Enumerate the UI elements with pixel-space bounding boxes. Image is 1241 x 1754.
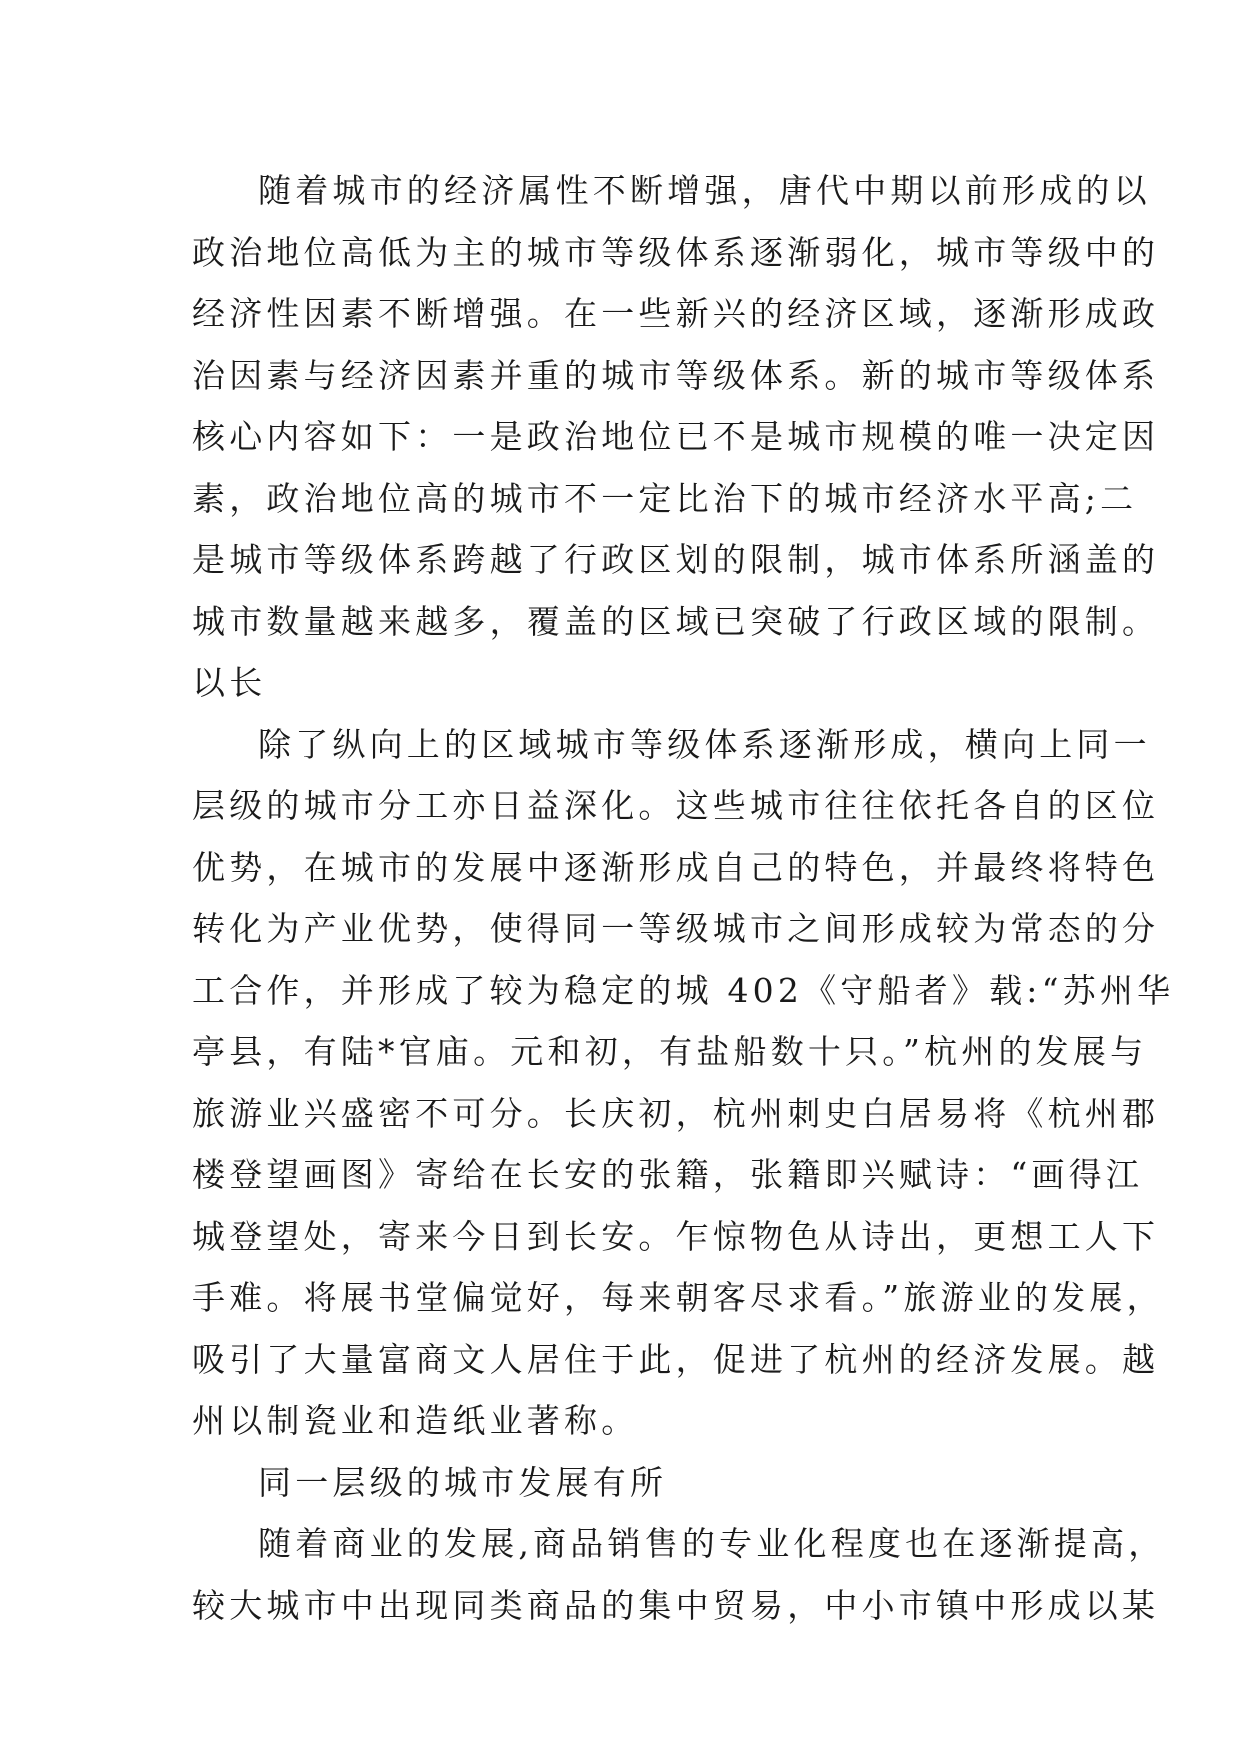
text-line: 转化为产业优势，使得同一等级城市之间形成较为常态的分 (192, 909, 1160, 948)
text-line: 素，政治地位高的城市不一定比治下的城市经济水平高;二 (192, 478, 1138, 518)
text-line: 亭县，有陆*官庙。元和初，有盐船数十只。”杭州的发展与 (192, 1032, 1148, 1071)
text-line: 工合作，并形成了较为稳定的城 402《守船者》载:“苏州华 (192, 970, 1175, 1010)
text-line: 城市数量越来越多，覆盖的区域已突破了行政区域的限制。 (192, 601, 1160, 641)
document-body (192, 160, 1175, 1636)
text-line: 层级的城市分工亦日益深化。这些城市往往依托各自的区位 (192, 786, 1160, 825)
text-line: 优势，在城市的发展中逐渐形成自己的特色，并最终将特色 (192, 847, 1160, 887)
text-line: 除了纵向上的区域城市等级体系逐渐形成，横向上同一 (258, 724, 1151, 764)
text-line: 以长 (192, 663, 267, 702)
text-line: 手难。将展书堂偏觉好，每来朝客尽求看。”旅游业的发展， (192, 1278, 1164, 1317)
text-line: 随着商业的发展,商品销售的专业化程度也在逐渐提高， (258, 1524, 1166, 1563)
text-line: 州以制瓷业和造纸业著称。 (192, 1401, 639, 1440)
text-line: 吸引了大量富商文人居住于此，促进了杭州的经济发展。越 (192, 1339, 1160, 1379)
text-line: 治因素与经济因素并重的城市等级体系。新的城市等级体系 (192, 355, 1160, 395)
text-line: 经济性因素不断增强。在一些新兴的经济区域，逐渐形成政 (192, 294, 1160, 333)
text-line: 楼登望画图》寄给在长安的张籍，张籍即兴赋诗：“画得江 (192, 1155, 1144, 1194)
text-line: 同一层级的城市发展有所 (258, 1462, 668, 1502)
text-line: 旅游业兴盛密不可分。长庆初，杭州刺史白居易将《杭州郡 (192, 1093, 1160, 1133)
text-line: 是城市等级体系跨越了行政区划的限制，城市体系所涵盖的 (192, 540, 1160, 579)
text-line: 城登望处，寄来今日到长安。乍惊物色从诗出，更想工人下 (192, 1216, 1160, 1256)
text-line: 随着城市的经济属性不断增强，唐代中期以前形成的以 (258, 171, 1151, 210)
text-line: 核心内容如下：一是政治地位已不是城市规模的唯一决定因 (192, 417, 1160, 456)
text-line: 政治地位高低为主的城市等级体系逐渐弱化，城市等级中的 (192, 232, 1160, 272)
text-line: 较大城市中出现同类商品的集中贸易，中小市镇中形成以某 (192, 1585, 1160, 1625)
